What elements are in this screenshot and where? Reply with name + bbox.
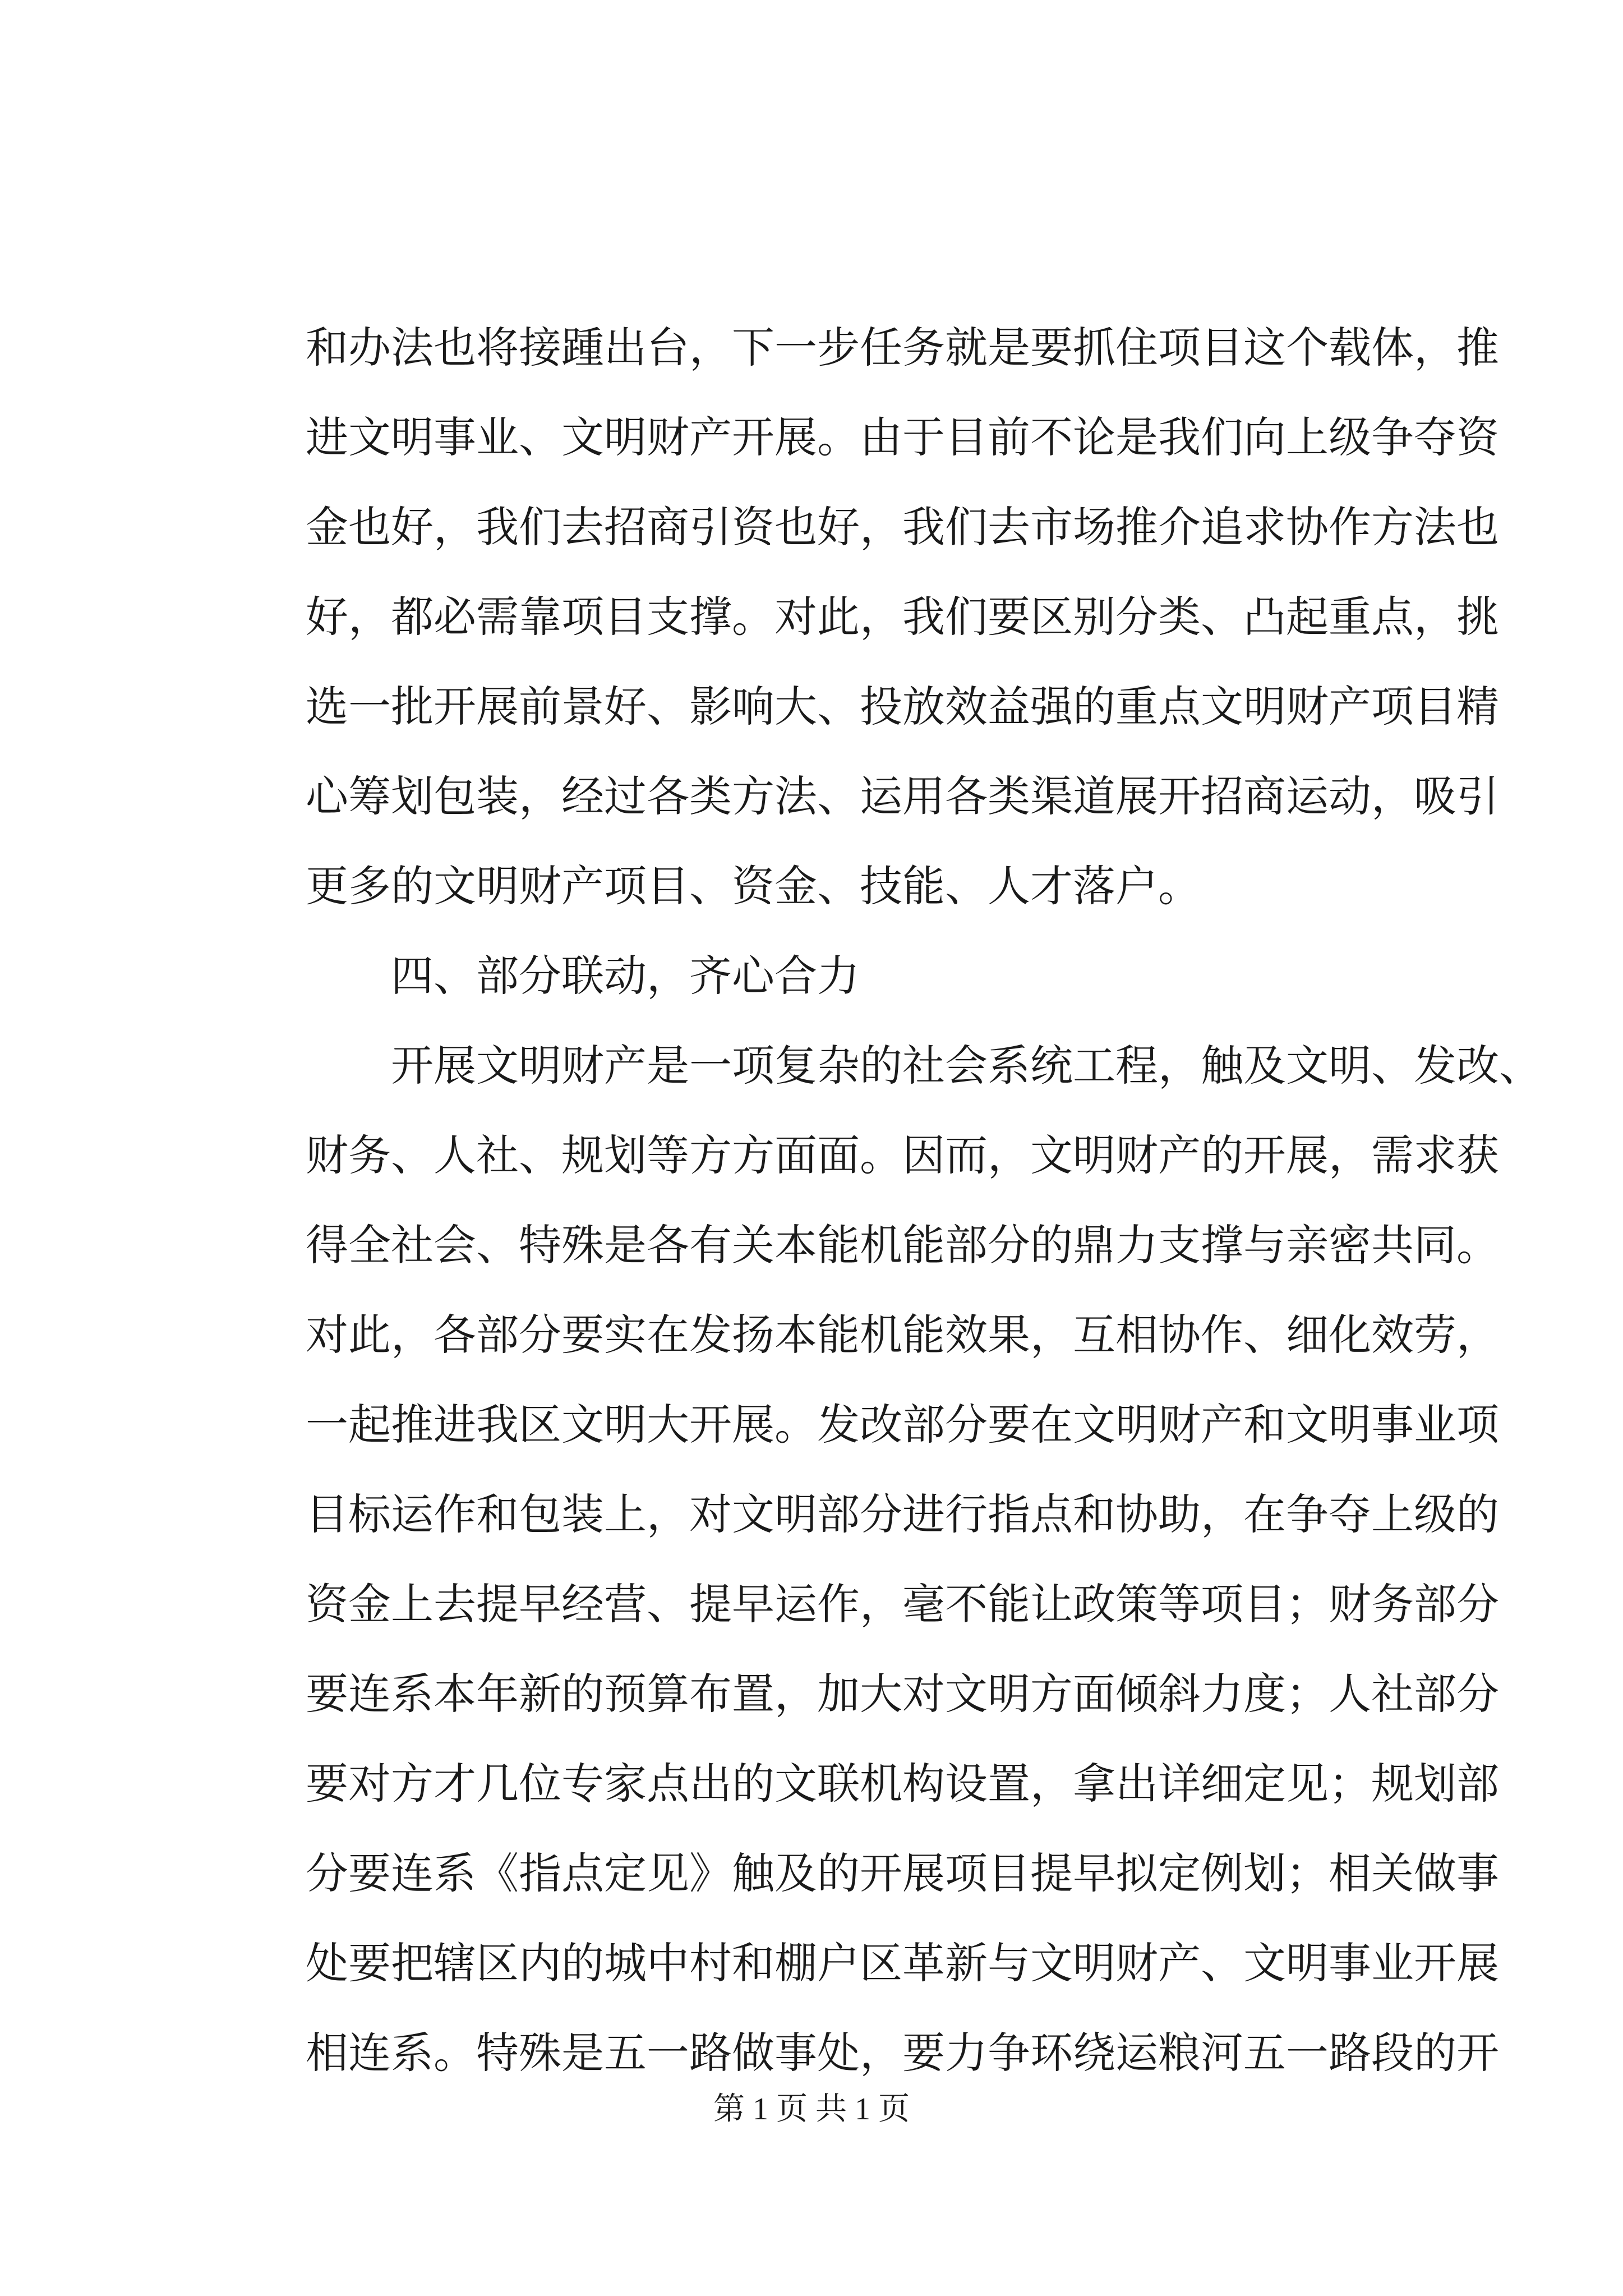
paragraph-line: 开展文明财产是一项复杂的社会系统工程，触及文明、发改、 [391, 1041, 1542, 1091]
paragraph-line: 目标运作和包装上，对文明部分进行指点和协助，在争夺上级的 [306, 1489, 1499, 1539]
paragraph-line: 一起推进我区文明大开展。发改部分要在文明财产和文明事业项 [306, 1400, 1499, 1450]
paragraph-line: 选一批开展前景好、影响大、投放效益强的重点文明财产项目精 [306, 682, 1499, 731]
paragraph-line: 心筹划包装，经过各类方法、运用各类渠道展开招商运动，吸引 [306, 771, 1499, 821]
paragraph-line: 进文明事业、文明财产开展。由于目前不论是我们向上级争夺资 [306, 412, 1499, 462]
paragraph-line: 要连系本年新的预算布置，加大对文明方面倾斜力度；人社部分 [306, 1669, 1499, 1719]
paragraph-line: 财务、人社、规划等方方面面。因而，文明财产的开展，需求获 [306, 1130, 1499, 1180]
paragraph-line: 更多的文明财产项目、资金、技能、人才落户。 [306, 861, 1201, 911]
paragraph-line: 资金上去提早经营、提早运作，毫不能让政策等项目；财务部分 [306, 1579, 1499, 1629]
document-body [306, 303, 1542, 2098]
paragraph-line: 分要连系《指点定见》触及的开展项目提早拟定例划；相关做事 [306, 1848, 1499, 1898]
paragraph-line: 和办法也将接踵出台，下一步任务就是要抓住项目这个载体，推 [306, 323, 1499, 372]
page-footer: 第 1 页 共 1 页 [713, 2092, 910, 2127]
paragraph-line: 得全社会、特殊是各有关本能机能部分的鼎力支撑与亲密共同。 [306, 1220, 1499, 1270]
paragraph-line: 相连系。特殊是五一路做事处，要力争环绕运粮河五一路段的开 [306, 2028, 1499, 2078]
paragraph-line: 对此，各部分要实在发扬本能机能效果，互相协作、细化效劳， [306, 1310, 1499, 1360]
paragraph-line: 好，都必需靠项目支撑。对此，我们要区别分类、凸起重点，挑 [306, 592, 1499, 642]
paragraph-line: 处要把辖区内的城中村和棚户区革新与文明财产、文明事业开展 [306, 1938, 1499, 1988]
section-heading: 四、部分联动，齐心合力 [391, 951, 860, 1001]
paragraph-line: 要对方才几位专家点出的文联机构设置，拿出详细定见；规划部 [306, 1759, 1499, 1809]
paragraph-line: 金也好，我们去招商引资也好，我们去市场推介追求协作方法也 [306, 502, 1499, 552]
